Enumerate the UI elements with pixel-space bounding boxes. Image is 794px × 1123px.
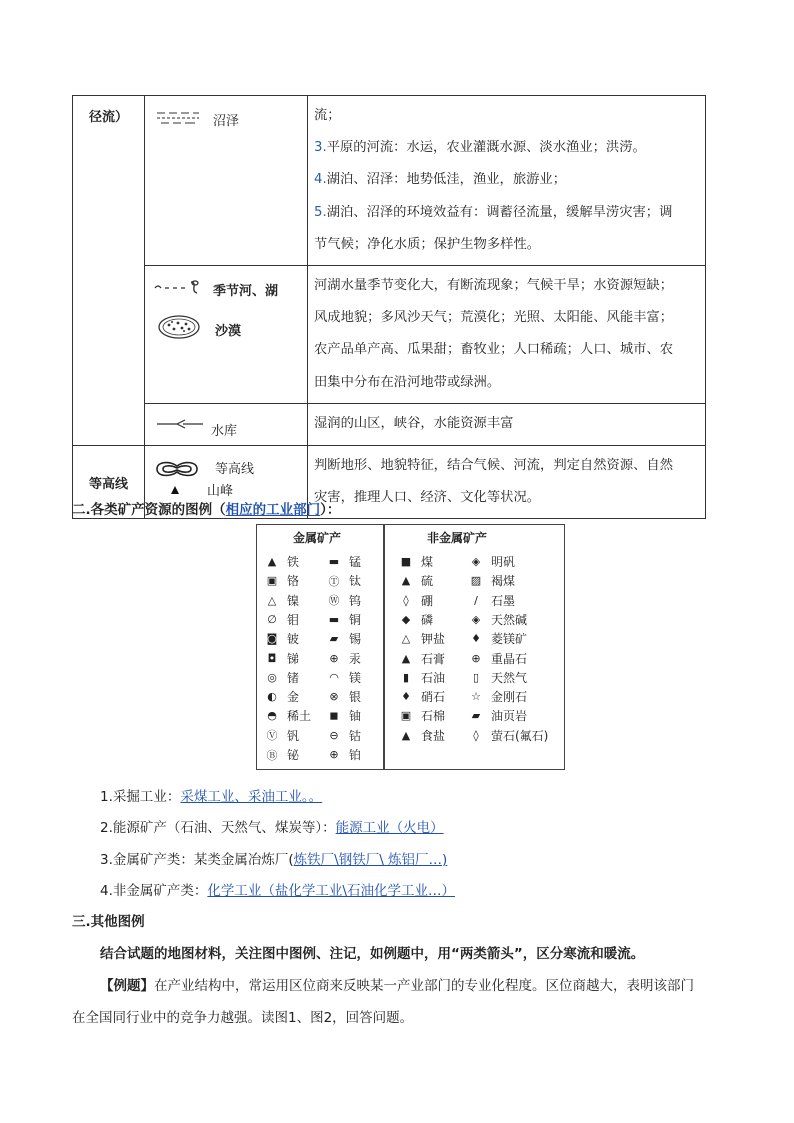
desc-line: 灾害，推理人口、经济、文化等状况。 [314,490,541,506]
mineral-label: 锑 [287,651,300,666]
mineral-label: 褐煤 [491,574,516,589]
industry-link[interactable]: 能源工业（火电） [335,820,444,836]
mineral-item [265,746,299,763]
mineral-label: 硫 [421,574,434,589]
mineral-item [399,669,445,686]
mineral-label: 铬 [287,574,300,589]
mineral-symbol-icon: ◆ [401,612,411,626]
mineral-symbol-icon: ▰ [329,632,339,646]
contour-icon [153,458,201,484]
mineral-label: 钨 [349,593,362,608]
mineral-symbol-icon: ▮ [402,670,410,684]
mineral-symbol-icon: ▲ [401,728,411,742]
symbol-cell [145,266,308,404]
mineral-symbol-icon: Ⓣ [328,574,340,588]
section-heading: 三.其他图例 [72,914,145,930]
mineral-item [327,669,361,686]
mineral-item [399,650,445,667]
example-tag: 【例题】 [100,978,154,994]
mineral-item [327,572,361,589]
mineral-item [265,611,299,628]
desc-line: 判断地形、地貌特征，结合气候、河流，判定自然资源、自然 [314,457,674,473]
mineral-label: 铋 [287,748,300,762]
mineral-item [399,553,433,570]
mineral-label: 锗 [287,670,300,685]
mineral-symbol-icon: ▬ [328,555,340,568]
legend-table [72,95,706,519]
mineral-symbol-icon: ◙ [266,632,278,646]
mineral-item [327,650,361,667]
mineral-label: 磷 [421,612,434,627]
mineral-symbol-icon: ⊗ [329,690,339,704]
symbol-label: 季节河、湖 [213,284,279,300]
mineral-item [469,592,515,609]
mineral-label: 稀土 [287,709,312,724]
table-row [73,266,706,404]
mineral-item [469,553,515,570]
mineral-item [265,669,299,686]
industry-item: 2.能源矿产（石油、天然气、煤炭等）：能源工业（火电） [100,820,444,836]
mineral-label: 硝石 [421,690,446,705]
category-label: 等高线 [88,476,128,492]
desc-line: 4.湖泊、沼泽：地势低洼，渔业，旅游业； [314,172,567,188]
mineral-label: 镁 [349,670,362,685]
mineral-symbol-icon: ▲ [401,574,411,588]
industry-item: 3.金属矿产类：某类金属冶炼厂(炼铁厂\钢铁厂\ 炼铝厂…) [100,852,448,868]
mineral-item [327,727,361,744]
description-cell [308,403,706,445]
mineral-label: 铍 [287,632,300,647]
industry-link[interactable]: 采煤工业、采油工业。。 [180,789,323,805]
mineral-label: 明矾 [491,555,516,569]
industry-link[interactable]: 化学工业（盐化学工业\石油化学工业…） [207,883,455,899]
mineral-label: 钴 [349,728,362,743]
symbol-label: 山峰 [207,483,234,499]
mineral-item [265,553,299,570]
example-line: 在全国同行业中的竞争力越强。读图1、图2，回答问题。 [72,1010,414,1026]
industry-item: 4.非金属矿产类：化学工业（盐化学工业\石油化学工业…） [100,883,455,899]
mineral-symbol-icon: △ [267,593,277,607]
symbol-label: 水库 [211,423,238,439]
mineral-item [327,611,361,628]
mineral-symbol-icon: ◠ [329,670,339,684]
desc-line: 湿润的山区，峡谷，水能资源丰富 [314,415,514,431]
mineral-item [327,553,361,570]
desc-line: 农产品单产高、瓜果甜；畜牧业；人口稀疏；人口、城市、农 [314,342,674,358]
mineral-label: 石油 [421,670,446,685]
mineral-item [265,630,299,647]
mineral-label: 油页岩 [491,709,528,724]
mineral-item [265,688,299,705]
mineral-item [399,727,445,744]
desc-line: 节气候；净化水质；保护生物多样性。 [314,236,541,252]
mineral-label: 锡 [349,632,362,647]
peak-icon [170,484,180,499]
mineral-item [399,688,445,705]
mineral-label: 汞 [349,651,362,666]
desc-line: 流； [314,108,341,123]
mineral-label: 天然碱 [491,612,528,627]
mineral-symbol-icon: ◘ [267,651,277,665]
symbol-cell [145,403,308,445]
mineral-symbol-icon: ◊ [403,593,409,607]
mineral-item [469,650,527,667]
mineral-item [399,572,433,589]
mineral-label: 萤石(氟石) [491,728,549,743]
mineral-symbol-icon: ◎ [267,670,277,684]
mineral-label: 钛 [349,574,362,589]
nonmetal-title: 非金属矿产 [427,531,488,545]
mineral-item [469,611,527,628]
mineral-symbol-icon: ▲ [401,651,411,665]
table-row [73,96,706,266]
mineral-symbol-icon: ♦ [471,632,481,646]
reservoir-icon [155,418,205,434]
desc-line: 5.湖泊、沼泽的环境效益有：调蓄径流量，缓解旱涝灾害；调 [314,204,673,220]
mineral-label: 硼 [421,593,434,608]
mineral-item [265,727,299,744]
mineral-label: 钒 [287,728,300,743]
mineral-symbol-icon: ♦ [401,690,411,704]
mineral-item [469,669,527,686]
note-paragraph: 结合试题的地图材料，关注图中图例、注记，如例题中，用“两类箭头”，区分寒流和暖流。 [100,946,645,962]
mineral-symbol-icon: Ⓦ [328,594,340,608]
mineral-symbol-icon: Ⓥ [266,729,278,743]
desc-line: 田集中分布在沿河地带或绿洲。 [314,374,501,390]
mineral-item [399,707,445,724]
mineral-symbol-icon: ■ [400,555,412,568]
mineral-symbol-icon: ⊕ [471,651,481,665]
mineral-symbol-icon: ∕ [474,593,478,607]
category-cell [73,96,145,446]
mineral-symbol-icon: ☆ [471,690,481,704]
mineral-symbol-icon: ⊕ [329,748,339,761]
mineral-item [265,572,299,589]
mineral-symbol-icon: ◈ [471,555,481,568]
marsh-icon [155,110,201,130]
example-line: 【例题】在产业结构中，常运用区位商来反映某一产业部门的专业化程度。区位商越大，表明该部门 [100,978,694,994]
mineral-item [327,746,361,763]
symbol-label: 沙漠 [215,324,242,340]
mineral-label: 铀 [349,709,362,724]
mineral-label: 重晶石 [491,651,528,666]
mineral-item [469,572,515,589]
divider [383,525,385,769]
mineral-symbol-icon: △ [401,632,411,646]
section-heading: 二.各类矿产资源的图例（相应的工业部门）： [72,502,341,518]
industry-item: 1.采掘工业：采煤工业、采油工业。。 [100,789,323,805]
description-cell [308,266,706,404]
mineral-symbol-icon: ▨ [470,574,482,588]
mineral-label: 铁 [287,555,300,569]
mineral-item [469,688,527,705]
mineral-legend [256,524,565,770]
mineral-label: 石棉 [421,709,446,724]
mineral-label: 石墨 [491,593,516,608]
seasonal-river-icon [153,278,205,300]
description-cell [308,445,706,518]
desc-line: 3.平原的河流：水运，农业灌溉水源、淡水渔业；洪涝。 [314,140,646,156]
symbol-label: 沼泽 [213,114,240,129]
mineral-symbol-icon: ▯ [472,670,480,684]
mineral-symbol-icon: ◐ [267,690,277,704]
mineral-item [469,727,548,744]
mineral-item [399,630,445,647]
mineral-item [265,650,299,667]
mineral-symbol-icon: ▣ [266,574,278,588]
mineral-label: 天然气 [491,670,528,685]
desc-line: 风成地貌；多风沙天气；荒漠化；光照、太阳能、风能丰富； [314,310,674,326]
mineral-label: 金刚石 [491,690,528,705]
mineral-label: 金 [287,690,300,705]
table-row [73,403,706,445]
mineral-symbol-icon: ◓ [267,709,277,723]
mineral-symbol-icon: ▣ [400,709,412,723]
mineral-label: 锰 [349,555,362,569]
mineral-label: 镍 [287,593,300,608]
symbol-label: 等高线 [215,461,255,477]
mineral-label: 铂 [349,748,362,762]
mineral-label: 钾盐 [421,632,446,647]
mineral-label: 石膏 [421,651,446,666]
mineral-item [399,611,433,628]
metal-title: 金属矿产 [293,531,342,545]
mineral-symbol-icon: ◊ [473,728,479,742]
mineral-symbol-icon: ◈ [471,612,481,626]
mineral-item [469,707,527,724]
mineral-item [327,592,361,609]
desc-line: 河湖水量季节变化大，有断流现象；气候干旱；水资源短缺； [314,278,674,294]
mineral-item [399,592,433,609]
mineral-label: 菱镁矿 [491,632,528,647]
mineral-label: 煤 [421,555,434,569]
industry-link[interactable]: 相应的工业部门 [225,502,321,518]
mineral-label: 钼 [287,612,300,627]
mineral-label: 银 [349,690,362,705]
mineral-label: 铜 [349,612,362,627]
mineral-item [327,688,361,705]
mineral-label: 食盐 [421,728,446,743]
mineral-symbol-icon: ∅ [267,612,277,626]
mineral-item [265,707,311,724]
mineral-symbol-icon: ⊖ [329,728,339,742]
mineral-symbol-icon: ▰ [471,709,481,723]
mineral-symbol-icon: Ⓑ [266,748,278,762]
mineral-symbol-icon: ◼ [329,709,339,723]
description-cell [308,96,706,266]
desc-icon [157,314,201,344]
mineral-symbol-icon: ⊕ [329,651,339,665]
category-label: 径流） [88,110,128,125]
mineral-symbol-icon: ▲ [267,555,277,568]
mineral-item [265,592,299,609]
mineral-item [327,630,361,647]
mineral-item [327,707,361,724]
mineral-symbol-icon: ▬ [328,612,340,626]
mineral-item [469,630,527,647]
symbol-cell [145,96,308,266]
industry-link[interactable]: 炼铁厂\钢铁厂\ 炼铝厂…) [293,852,448,868]
